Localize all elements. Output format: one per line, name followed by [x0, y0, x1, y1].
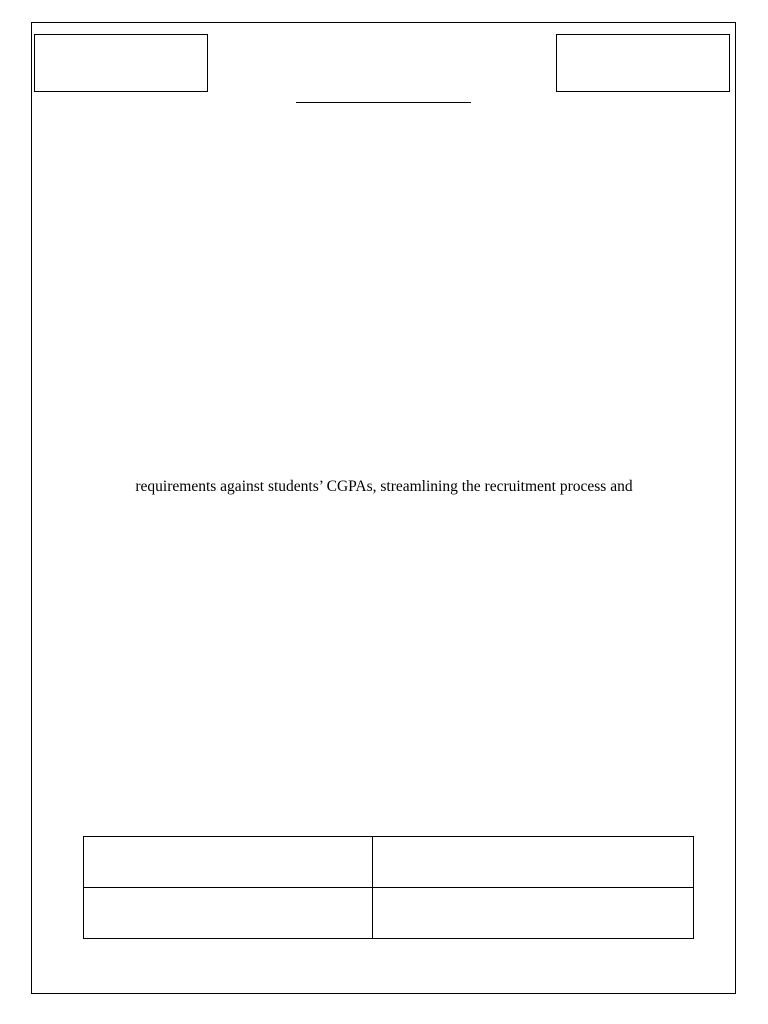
body-text-line: requirements against students’ CGPAs, streamlining the recruitment process and: [135, 478, 633, 495]
header-box-right: [556, 34, 730, 92]
table-cell: [84, 888, 373, 939]
table-cell: [373, 888, 694, 939]
signature-table: [83, 836, 694, 939]
table-row: [84, 837, 694, 888]
table-row: [84, 888, 694, 939]
header-box-left: [34, 34, 208, 92]
table-cell: [373, 837, 694, 888]
table-cell: [84, 837, 373, 888]
title-underline: [296, 102, 471, 103]
